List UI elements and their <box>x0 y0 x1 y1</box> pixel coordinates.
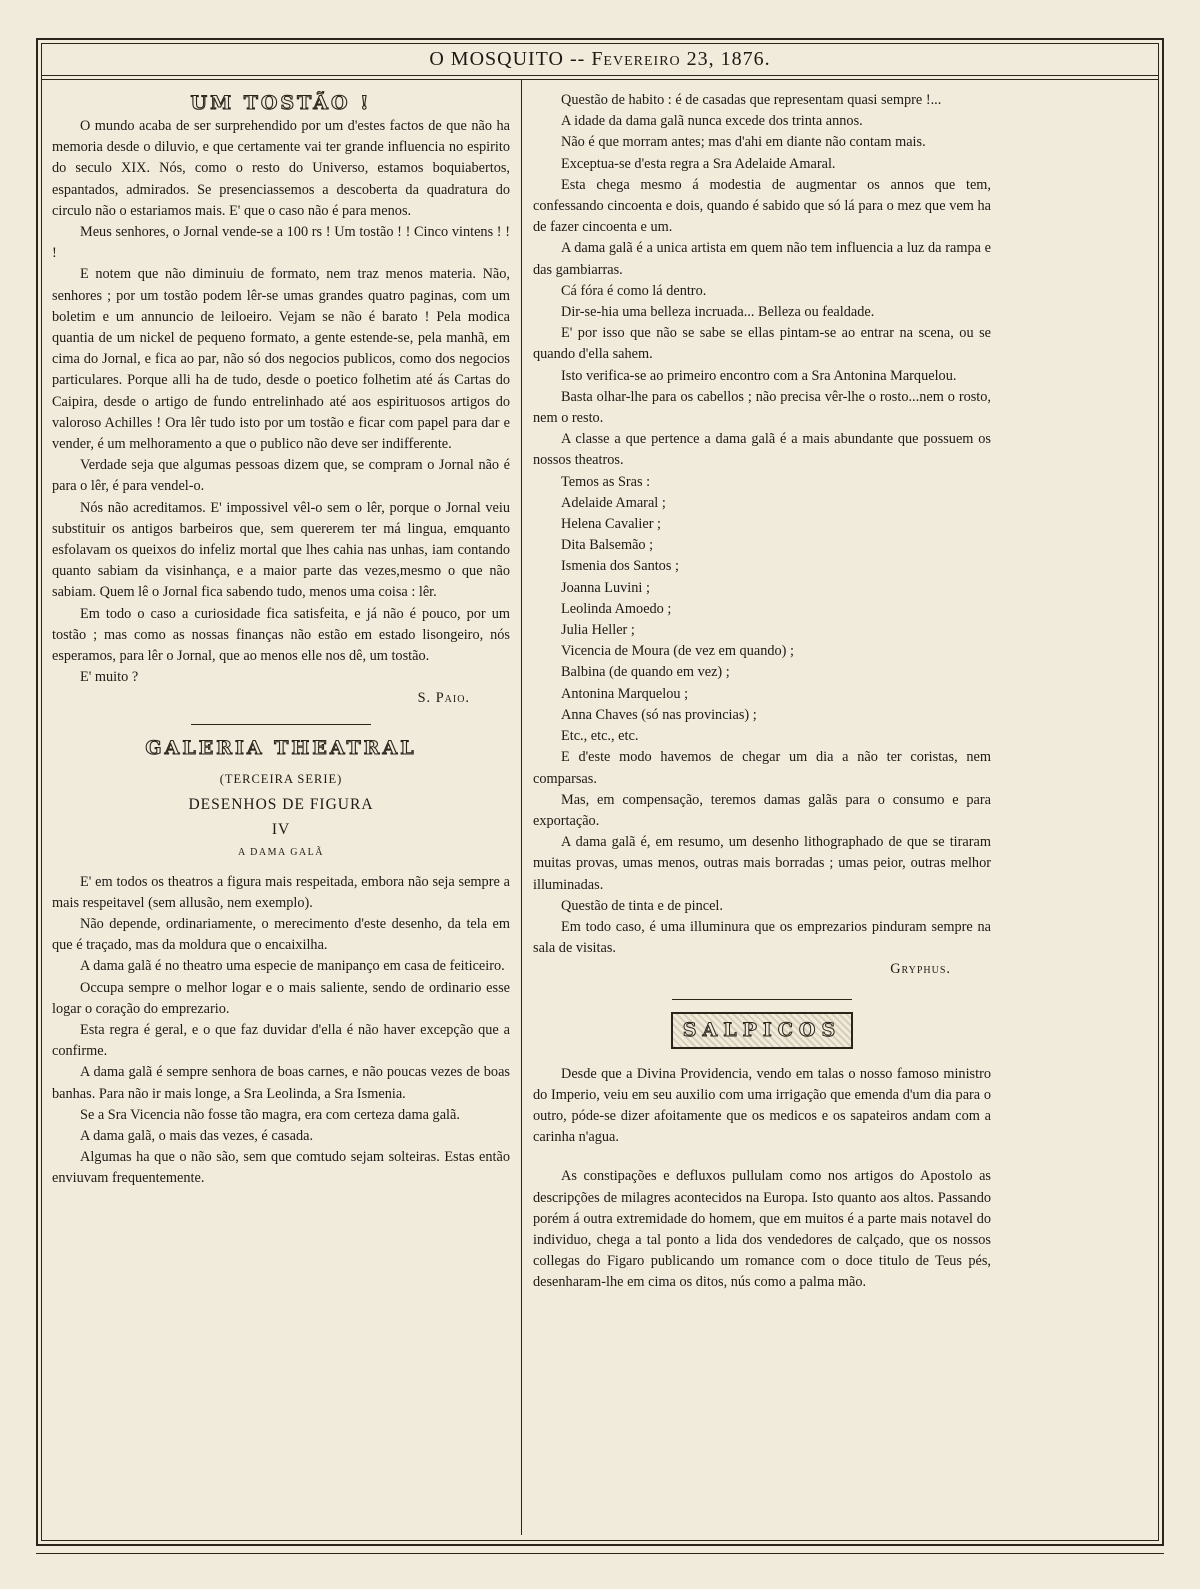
paragraph: Dir-se-hia uma belleza incruada... Belleza ou fealdade. <box>561 304 875 321</box>
salpicos-header <box>533 1012 991 1056</box>
paragraph: Nós não acreditamos. E' impossivel vêl-o sem o lêr, porque o Jornal veiu substituir os antigos barbeiros que, sem quererem ter má lingua, emquanto esfolavam os queixos do infeliz mortal que lhes cahia nas unhas, iam contando quanto sabiam da visinhança, e a maior parte das vezes,mesmo o que não sabiam. Quem lê o Jornal fica sabendo tudo, menos uma coisa : lêr. <box>52 499 510 601</box>
paragraph: Occupa sempre o melhor logar e o mais saliente, sendo de ordinario esse logar o coração do emprezario. <box>52 979 510 1017</box>
paragraph: A idade da dama galã nunca excede dos trinta annos. <box>561 113 863 130</box>
paragraph: Verdade seja que algumas pessoas dizem que, se compram o Jornal não é para o lêr, é para vendel-o. <box>52 457 510 495</box>
masthead-title: O MOSQUITO <box>429 47 564 70</box>
paragraph: Questão de tinta e de pincel. <box>561 897 723 914</box>
signature-s-paio: S. Paio. <box>417 690 470 707</box>
article-title-galeria: GALERIA THEATRAL <box>145 736 417 759</box>
series-label: (TERCEIRA SERIE) <box>219 771 343 786</box>
paragraph: Algumas ha que o não são, sem que comtudo sejam solteiras. Estas então enviuvam frequentemente. <box>52 1149 510 1187</box>
paragraph: Mas, em compensação, teremos damas galãs para o consumo e para exportação. <box>533 791 991 829</box>
section-subtitle: DESENHOS DE FIGURA <box>188 795 374 813</box>
paragraph: Exceptua-se d'esta regra a Sra Adelaide Amaral. <box>561 155 836 172</box>
list-item: Joanna Luvini ; <box>561 579 650 596</box>
header-rule-top <box>41 75 1159 76</box>
paragraph: E notem que não diminuiu de formato, nem traz menos materia. Não, senhores ; por um tostão podem lêr-se umas grandes quatro paginas, com um boletim e um annuncio de leiloeiro. Vejam se não é barato ! Pela modica quantia de um nickel de pequeno formato, a gente estende-se, pela manhã, em cima do Jornal, e fica ao par, não só dos negocios publicos, como dos negocios particulares. Porque alli ha de tudo, desde o poetico folhetim até ás Cartas do Caipira, desde o artigo de fundo entrelinhado até aos espirituosos artigos do valoroso Achilles ! Ora lêr tudo isto por um tostão e ficar com papel para dar e vender, é um melhoramento a que o publico não deve ser indifferente. <box>52 266 510 453</box>
right-column <box>533 90 991 1294</box>
subsection-label: A DAMA GALÃ <box>238 847 324 859</box>
paragraph: Esta chega mesmo á modestia de augmentar os annos que tem, confessando cincoenta e dois, quando é sabido que só lá para o mez que vem ha de fazer cincoenta e um. <box>533 176 991 236</box>
list-item: Balbina (de quando em vez) ; <box>561 664 730 681</box>
list-item: Anna Chaves (só nas provincias) ; <box>561 706 757 723</box>
paragraph: Basta olhar-lhe para os cabellos ; não precisa vêr-lhe o rosto...nem o rosto, nem o resto. <box>533 388 991 427</box>
list-item: Leolinda Amoedo ; <box>561 600 672 617</box>
header-separator: -- <box>569 47 586 70</box>
signature-gryphus: Gryphus. <box>890 961 951 978</box>
salpicos-title: SALPICOS <box>671 1012 853 1049</box>
paragraph: E' por isso que não se sabe se ellas pintam-se ao entrar na scena, ou se quando d'ella sahem. <box>533 325 991 363</box>
paragraph: Temos as Sras : <box>561 473 651 490</box>
paragraph: A dama galã é, em resumo, um desenho lithographado de que se tiraram muitas provas, umas menos, outras mais borradas ; umas peior, outras melhor illuminadas. <box>533 834 991 893</box>
paragraph: O mundo acaba de ser surprehendido por um d'estes factos de que não ha memoria desde o diluvio, e que certamente vai ter grande influencia no espirito do seculo XIX. Nós, como o resto do Universo, estamos boquiabertos, espantados, admirados. Se presenciassemos a descoberta da quadratura do circulo não o estariamos mais. E' que o caso não é para menos. <box>52 118 510 219</box>
paragraph: Em todo o caso a curiosidade fica satisfeita, e já não é pouco, por um tostão ; mas como as nossas finanças não estão em estado lisongeiro, nós esperamos, para lêr o Jornal, que ao menos elle nos dê, um tostão. <box>52 605 510 665</box>
paragraph: Esta regra é geral, e o que faz duvidar d'ella é não haver excepção que a confirme. <box>52 1021 510 1060</box>
paragraph: A dama galã é no theatro uma especie de manipanço em casa de feiticeiro. <box>80 958 505 975</box>
paragraph: E' em todos os theatros a figura mais respeitada, embora não seja sempre a mais respeitavel (sem allusão, nem exemplo). <box>52 873 510 911</box>
list-item: Julia Heller ; <box>561 622 635 639</box>
paragraph: A dama galã é a unica artista em quem não tem influencia a luz da rampa e das gambiarras. <box>533 240 991 278</box>
paragraph: Não é que morram antes; mas d'ahi em diante não contam mais. <box>561 134 926 151</box>
paragraph: Desde que a Divina Providencia, vendo em talas o nosso famoso ministro do Imperio, veiu em seu auxilio com uma irrigação que emenda d'um dia para o outro, póde-se dizer afoitamente que os medicos e os sapateiros andam com a carinha n'agua. <box>533 1065 991 1146</box>
list-item: Antonina Marquelou ; <box>561 685 689 702</box>
list-item: Vicencia de Moura (de vez em quando) ; <box>561 643 794 660</box>
paragraph: Isto verifica-se ao primeiro encontro com a Sra Antonina Marquelou. <box>561 367 957 384</box>
paragraph: Questão de habito : é de casadas que representam quasi sempre !... <box>561 92 942 108</box>
page-header <box>41 43 1159 75</box>
header-month: Fevereiro <box>591 47 681 70</box>
paragraph: A dama galã é sempre senhora de boas carnes, e não poucas vezes de boas banhas. Para não ir mais longe, a Sra Leolinda, a Sra Ismenia. <box>52 1064 510 1102</box>
header-date: 23, 1876. <box>686 47 771 70</box>
left-column <box>52 90 510 1190</box>
list-item: Etc., etc., etc. <box>561 728 639 745</box>
list-item: Dita Balsemão ; <box>561 537 654 554</box>
paragraph: A classe a que pertence a dama galã é a mais abundante que possuem os nossos theatros. <box>533 431 991 469</box>
paragraph: E d'este modo havemos de chegar um dia a não ter coristas, nem comparsas. <box>533 749 991 787</box>
paragraph: Cá fóra é como lá dentro. <box>561 282 707 299</box>
paragraph: E' muito ? <box>80 669 139 686</box>
roman-numeral: IV <box>271 821 291 839</box>
list-item: Adelaide Amaral ; <box>561 494 666 511</box>
column-divider <box>521 79 522 1535</box>
section-divider <box>672 999 852 1000</box>
paragraph: A dama galã, o mais das vezes, é casada. <box>80 1127 314 1144</box>
header-rule-bottom <box>41 79 1159 80</box>
paragraph: As constipações e defluxos pullulam como nos artigos do Apostolo as descripções de milagres acontecidos na Europa. Isto quanto aos altos. Passando porém á outra extremidade do homem, que em muitos é a parte mais notavel do individuo, chega a tal ponto a lida dos vendedores de calçado, que os nossos collegas do Figaro publicando um romance com o doce titulo de Teus pés, desenharam-lhe em cima os ditos, nús como a palma mão. <box>533 1168 991 1291</box>
paragraph: Não depende, ordinariamente, o merecimento d'este desenho, da tela em que é traçado, mas da moldura que o encaixilha. <box>52 915 510 954</box>
spacer <box>533 1148 991 1166</box>
section-divider <box>191 724 371 725</box>
page-bottom-rule <box>36 1553 1164 1554</box>
paragraph: Se a Sra Vicencia não fosse tão magra, era com certeza dama galã. <box>80 1106 460 1123</box>
list-item: Ismenia dos Santos ; <box>561 558 679 575</box>
article-title-um-tostao: UM TOSTÃO ! <box>190 92 372 114</box>
list-item: Helena Cavalier ; <box>561 516 662 533</box>
paragraph: Meus senhores, o Jornal vende-se a 100 rs ! Um tostão ! ! Cinco vintens ! ! ! <box>52 224 510 262</box>
paragraph: Em todo caso, é uma illuminura que os emprezarios pinduram sempre na sala de visitas. <box>533 918 991 957</box>
actress-list <box>533 493 991 747</box>
